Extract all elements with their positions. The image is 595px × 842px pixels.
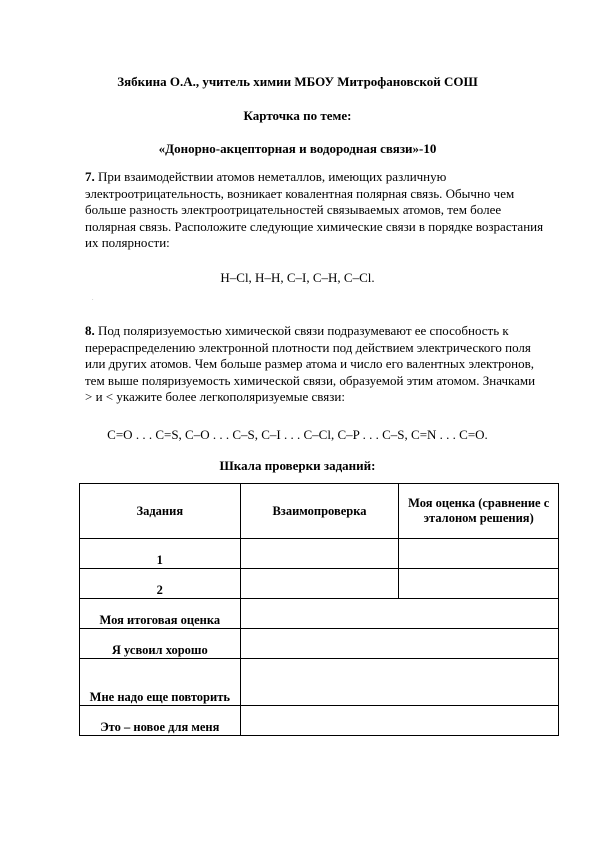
row-final-grade: Моя итоговая оценка bbox=[80, 599, 241, 629]
cell-final-grade[interactable] bbox=[240, 599, 558, 629]
header-self-grade: Моя оценка (сравнение с эталоном решения) bbox=[399, 484, 559, 539]
task-8-text: Под поляризуемостью химической связи подразумевают ее способность к перераспределению электронной плотности под действием электрического поля или других атомов. Чем больше размер атома и число его валентных электронов, тем выше поляризуемость химической связи, образуемой этим атомом. Значками > и < укажите более легкополяризуемые связи: bbox=[85, 323, 536, 404]
card-title: Карточка по теме: bbox=[243, 108, 352, 123]
header-tasks: Задания bbox=[80, 484, 241, 539]
header-peer-check: Взаимопроверка bbox=[240, 484, 399, 539]
scale-title: Шкала проверки заданий: bbox=[219, 458, 376, 473]
row-task-2: 2 bbox=[80, 569, 241, 599]
task-8 bbox=[85, 323, 545, 406]
topic-title: «Донорно-акцепторная и водородная связи»-10 bbox=[158, 141, 437, 156]
cell-learned-well[interactable] bbox=[240, 629, 558, 659]
cell-peer-2[interactable] bbox=[240, 569, 399, 599]
row-need-review: Мне надо еще повторить bbox=[80, 659, 241, 706]
row-new-for-me: Это – новое для меня bbox=[80, 706, 241, 736]
task-8-number: 8. bbox=[85, 323, 95, 338]
task-7-number: 7. bbox=[85, 169, 95, 184]
cell-self-2[interactable] bbox=[399, 569, 559, 599]
row-learned-well: Я усвоил хорошо bbox=[80, 629, 241, 659]
cell-need-review[interactable] bbox=[240, 659, 558, 706]
cell-new-for-me[interactable] bbox=[240, 706, 558, 736]
cell-peer-1[interactable] bbox=[240, 539, 399, 569]
check-scale-table bbox=[79, 483, 559, 736]
task-8-formula: C=O . . . C=S, C–O . . . C–S, C–I . . . C–Cl, C–P . . . C–S, C=N . . . C=O. bbox=[107, 427, 488, 442]
stray-dot: . bbox=[92, 296, 94, 302]
row-task-1: 1 bbox=[80, 539, 241, 569]
task-7-text: При взаимодействии атомов неметаллов, имеющих различную электроотрицательность, возникает ковалентная полярная связь. Обычно чем больше разность электроотрицательностей связываемых атомов, тем более полярная связь. Расположите следующие химические связи в порядке возрастания их полярности: bbox=[85, 169, 544, 250]
task-7 bbox=[85, 169, 545, 252]
task-7-formula: H–Cl, H–H, C–I, C–H, C–Cl. bbox=[220, 270, 375, 285]
cell-self-1[interactable] bbox=[399, 539, 559, 569]
author-line: Зябкина О.А., учитель химии МБОУ Митрофановской СОШ bbox=[117, 74, 478, 89]
